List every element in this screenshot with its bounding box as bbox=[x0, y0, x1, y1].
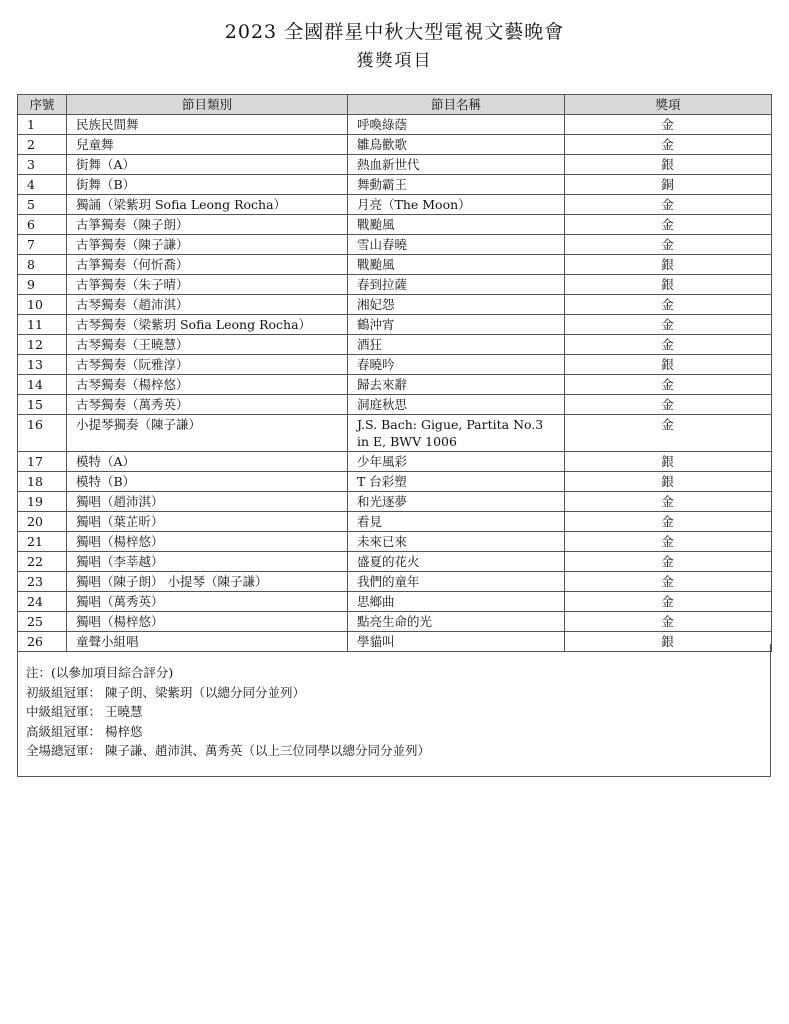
row-index: 15 bbox=[18, 395, 67, 415]
row-category: 街舞（A） bbox=[67, 155, 348, 175]
notes-box bbox=[17, 644, 771, 777]
notes-line: 全場總冠軍： 陳子謙、趙沛淇、萬秀英（以上三位同學以總分同分並列） bbox=[26, 743, 430, 758]
row-category: 古琴獨奏（楊梓悠） bbox=[67, 375, 348, 395]
row-index: 13 bbox=[18, 355, 67, 375]
row-award: 銀 bbox=[565, 472, 772, 492]
header-category: 節目類別 bbox=[67, 95, 348, 115]
row-award: 金 bbox=[565, 115, 772, 135]
table-row bbox=[18, 335, 772, 355]
row-category: 古箏獨奏（陳子謙） bbox=[67, 235, 348, 255]
table-row bbox=[18, 115, 772, 135]
table-row bbox=[18, 315, 772, 335]
table-row bbox=[18, 532, 772, 552]
row-category: 獨唱（萬秀英） bbox=[67, 592, 348, 612]
row-index: 23 bbox=[18, 572, 67, 592]
row-index: 8 bbox=[18, 255, 67, 275]
table-row bbox=[18, 452, 772, 472]
header-award: 獎項 bbox=[565, 95, 772, 115]
row-index: 3 bbox=[18, 155, 67, 175]
row-program: 我們的童年 bbox=[348, 572, 565, 592]
row-program: T 台彩塑 bbox=[348, 472, 565, 492]
row-award: 銀 bbox=[565, 275, 772, 295]
row-program: 看見 bbox=[348, 512, 565, 532]
row-index: 20 bbox=[18, 512, 67, 532]
row-category: 古琴獨奏（趙沛淇） bbox=[67, 295, 348, 315]
table-row bbox=[18, 572, 772, 592]
row-category: 獨唱（楊梓悠） bbox=[67, 532, 348, 552]
row-category: 獨唱（陳子朗） 小提琴（陳子謙） bbox=[67, 572, 348, 592]
table-row bbox=[18, 275, 772, 295]
row-index: 24 bbox=[18, 592, 67, 612]
awards-table bbox=[17, 94, 772, 652]
row-category: 古箏獨奏（陳子朗） bbox=[67, 215, 348, 235]
row-award: 銅 bbox=[565, 175, 772, 195]
row-category: 古琴獨奏（萬秀英） bbox=[67, 395, 348, 415]
row-award: 金 bbox=[565, 532, 772, 552]
row-award: 金 bbox=[565, 415, 772, 452]
table-row bbox=[18, 375, 772, 395]
row-index: 21 bbox=[18, 532, 67, 552]
row-index: 16 bbox=[18, 415, 67, 452]
row-program: 戰颱風 bbox=[348, 255, 565, 275]
row-award: 金 bbox=[565, 612, 772, 632]
row-index: 17 bbox=[18, 452, 67, 472]
row-award: 金 bbox=[565, 215, 772, 235]
table-row bbox=[18, 395, 772, 415]
row-index: 25 bbox=[18, 612, 67, 632]
row-award: 銀 bbox=[565, 632, 772, 652]
table-row bbox=[18, 255, 772, 275]
row-program: 歸去來辭 bbox=[348, 375, 565, 395]
row-index: 4 bbox=[18, 175, 67, 195]
row-program: 戰颱風 bbox=[348, 215, 565, 235]
table-row bbox=[18, 512, 772, 532]
row-award: 銀 bbox=[565, 452, 772, 472]
row-award: 金 bbox=[565, 512, 772, 532]
row-program: 酒狂 bbox=[348, 335, 565, 355]
row-index: 2 bbox=[18, 135, 67, 155]
row-award: 金 bbox=[565, 492, 772, 512]
table-row bbox=[18, 155, 772, 175]
row-category: 古琴獨奏（阮雅淳） bbox=[67, 355, 348, 375]
row-index: 22 bbox=[18, 552, 67, 572]
page-title: 2023 全國群星中秋大型電視文藝晚會 bbox=[224, 21, 565, 43]
row-program: 春到拉薩 bbox=[348, 275, 565, 295]
row-award: 金 bbox=[565, 592, 772, 612]
row-program: 盛夏的花火 bbox=[348, 552, 565, 572]
row-category: 古琴獨奏（梁紫玥 Sofia Leong Rocha） bbox=[67, 315, 348, 335]
row-category: 模特（B） bbox=[67, 472, 348, 492]
row-category: 獨唱（李莘越） bbox=[67, 552, 348, 572]
table-row bbox=[18, 235, 772, 255]
row-category: 童聲小組唱 bbox=[67, 632, 348, 652]
row-award: 金 bbox=[565, 572, 772, 592]
row-index: 18 bbox=[18, 472, 67, 492]
table-row bbox=[18, 295, 772, 315]
row-program: 呼喚綠蔭 bbox=[348, 115, 565, 135]
row-program: 思鄉曲 bbox=[348, 592, 565, 612]
row-category: 模特（A） bbox=[67, 452, 348, 472]
table-row bbox=[18, 195, 772, 215]
row-award: 金 bbox=[565, 315, 772, 335]
row-category: 獨唱（楊梓悠） bbox=[67, 612, 348, 632]
row-award: 銀 bbox=[565, 355, 772, 375]
table-row bbox=[18, 135, 772, 155]
table-row bbox=[18, 415, 772, 452]
row-program: 舞動霸王 bbox=[348, 175, 565, 195]
row-program: 熱血新世代 bbox=[348, 155, 565, 175]
row-award: 銀 bbox=[565, 255, 772, 275]
row-index: 6 bbox=[18, 215, 67, 235]
table-row bbox=[18, 355, 772, 375]
notes-line: 初級組冠軍： 陳子朗、梁紫玥（以總分同分並列） bbox=[26, 684, 305, 700]
row-program: J.S. Bach: Gigue, Partita No.3 in E, BWV 1006 bbox=[348, 415, 565, 452]
row-program: 月亮（The Moon） bbox=[348, 195, 565, 215]
row-category: 獨唱（趙沛淇） bbox=[67, 492, 348, 512]
row-category: 獨誦（梁紫玥 Sofia Leong Rocha） bbox=[67, 195, 348, 215]
header-index: 序號 bbox=[18, 95, 67, 115]
table-row bbox=[18, 592, 772, 612]
table-row bbox=[18, 612, 772, 632]
table-row bbox=[18, 215, 772, 235]
row-category: 古箏獨奏（朱子晴） bbox=[67, 275, 348, 295]
row-program: 點亮生命的光 bbox=[348, 612, 565, 632]
row-category: 民族民間舞 bbox=[67, 115, 348, 135]
row-program: 洞庭秋思 bbox=[348, 395, 565, 415]
row-program: 學貓叫 bbox=[348, 632, 565, 652]
row-index: 10 bbox=[18, 295, 67, 315]
row-index: 19 bbox=[18, 492, 67, 512]
row-program: 少年風彩 bbox=[348, 452, 565, 472]
table-row bbox=[18, 492, 772, 512]
row-program: 春曉吟 bbox=[348, 355, 565, 375]
row-index: 11 bbox=[18, 315, 67, 335]
row-category: 街舞（B） bbox=[67, 175, 348, 195]
row-program: 湘妃怨 bbox=[348, 295, 565, 315]
row-program: 和光逐夢 bbox=[348, 492, 565, 512]
row-award: 金 bbox=[565, 335, 772, 355]
row-index: 5 bbox=[18, 195, 67, 215]
row-index: 12 bbox=[18, 335, 67, 355]
row-program: 雪山春曉 bbox=[348, 235, 565, 255]
row-index: 7 bbox=[18, 235, 67, 255]
row-program: 未來已來 bbox=[348, 532, 565, 552]
notes-line: 中級組冠軍： 王曉慧 bbox=[26, 704, 143, 719]
row-category: 兒童舞 bbox=[67, 135, 348, 155]
row-program: 雛鳥歡歌 bbox=[348, 135, 565, 155]
row-award: 金 bbox=[565, 295, 772, 315]
row-index: 1 bbox=[18, 115, 67, 135]
row-award: 金 bbox=[565, 395, 772, 415]
row-award: 金 bbox=[565, 135, 772, 155]
table-row bbox=[18, 175, 772, 195]
row-category: 古琴獨奏（王曉慧） bbox=[67, 335, 348, 355]
table-row bbox=[18, 472, 772, 492]
row-program: 鶴沖宵 bbox=[348, 315, 565, 335]
row-category: 小提琴獨奏（陳子謙） bbox=[67, 415, 348, 452]
table-header-row bbox=[18, 95, 772, 115]
header-program: 節目名稱 bbox=[348, 95, 565, 115]
row-index: 9 bbox=[18, 275, 67, 295]
table-row bbox=[18, 552, 772, 572]
page-subtitle: 獲獎項目 bbox=[356, 51, 433, 71]
row-index: 26 bbox=[18, 632, 67, 652]
row-index: 14 bbox=[18, 375, 67, 395]
row-award: 金 bbox=[565, 195, 772, 215]
row-category: 獨唱（葉芷昕） bbox=[67, 512, 348, 532]
row-award: 金 bbox=[565, 375, 772, 395]
notes-heading: 注：(以參加項目綜合評分) bbox=[26, 665, 174, 680]
row-award: 金 bbox=[565, 552, 772, 572]
row-award: 金 bbox=[565, 235, 772, 255]
row-category: 古箏獨奏（何忻喬） bbox=[67, 255, 348, 275]
notes-line: 高級組冠軍： 楊梓悠 bbox=[26, 723, 143, 739]
row-award: 銀 bbox=[565, 155, 772, 175]
